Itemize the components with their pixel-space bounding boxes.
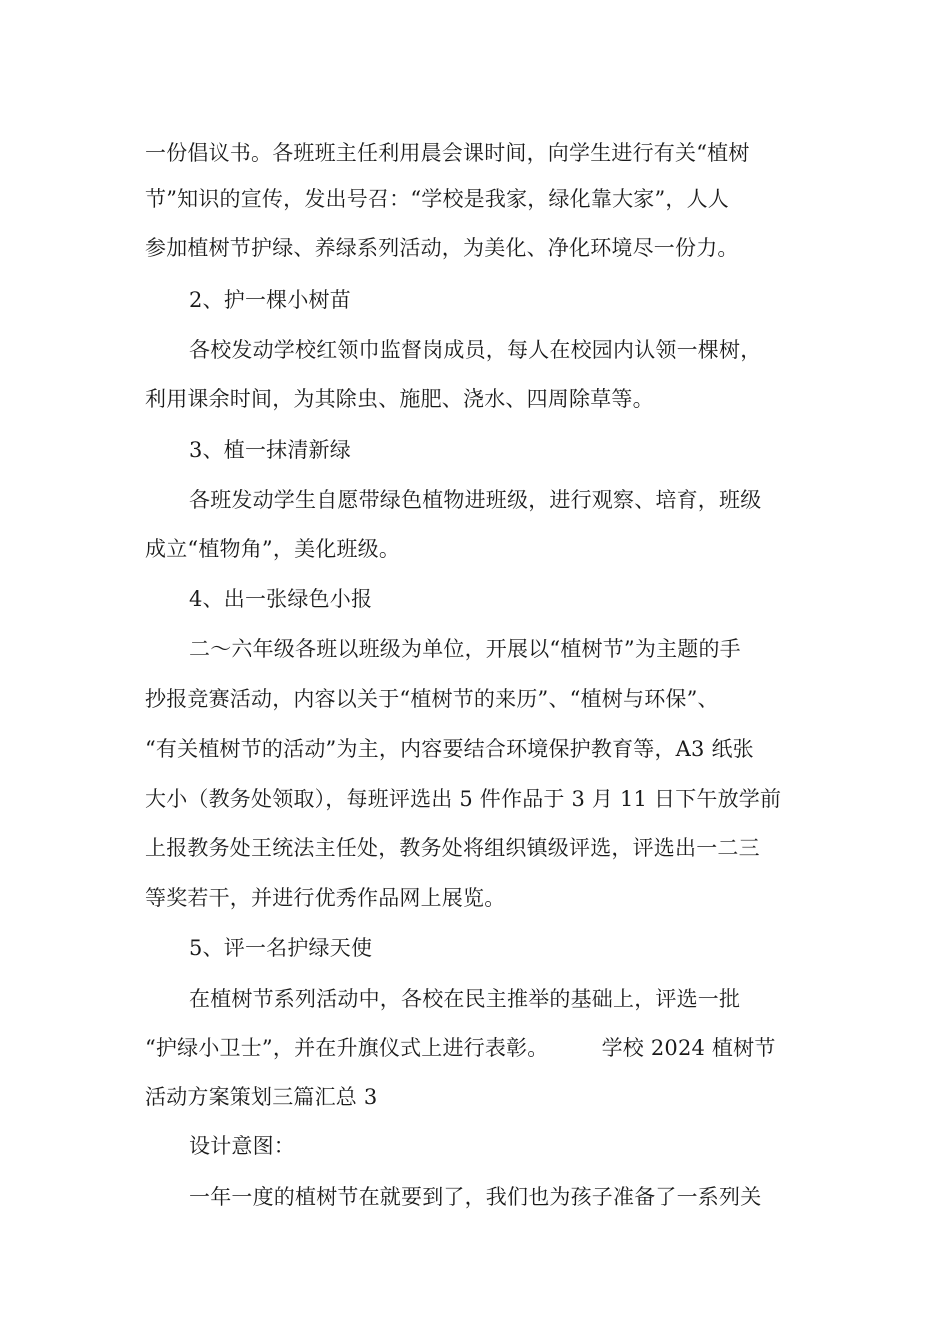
paragraph-line: “护绿小卫士”，并在升旗仪式上进行表彰。 学校 2024 植树节 [145,1036,776,1060]
paragraph-line: 成立“植物角”，美化班级。 [145,537,401,561]
paragraph-line: 设计意图： [189,1134,295,1158]
paragraph-line: 在植树节系列活动中，各校在民主推举的基础上，评选一批 [189,987,741,1011]
paragraph-line: “有关植树节的活动”为主，内容要结合环境保护教育等，A3 纸张 [145,737,754,761]
paragraph-line: 二～六年级各班以班级为单位，开展以“植树节”为主题的手 [189,637,741,661]
section-heading: 5、评一名护绿天使 [189,936,373,960]
section-heading: 4、出一张绿色小报 [189,587,373,611]
paragraph-line: 活动方案策划三篇汇总 3 [145,1085,378,1109]
paragraph-line: 上报教务处王统法主任处，教务处将组织镇级评选，评选出一二三 [145,836,760,860]
paragraph-line: 一年一度的植树节在就要到了，我们也为孩子准备了一系列关 [189,1185,762,1209]
paragraph-line: 参加植树节护绿、养绿系列活动，为美化、净化环境尽一份力。 [145,236,739,260]
paragraph-line: 各校发动学校红领巾监督岗成员，每人在校园内认领一棵树， [189,338,762,362]
paragraph-line: 一份倡议书。各班班主任利用晨会课时间，向学生进行有关“植树 [145,141,750,165]
section-heading: 3、植一抹清新绿 [189,438,351,462]
paragraph-line: 各班发动学生自愿带绿色植物进班级，进行观察、培育，班级 [189,488,762,512]
paragraph-line: 等奖若干，并进行优秀作品网上展览。 [145,886,506,910]
paragraph-line: 抄报竞赛活动，内容以关于“植树节的来历”、“植树与环保”、 [145,687,719,711]
paragraph-line: 节”知识的宣传，发出号召：“学校是我家，绿化靠大家”，人人 [145,187,730,211]
section-heading: 2、护一棵小树苗 [189,288,351,312]
paragraph-line: 利用课余时间，为其除虫、施肥、浇水、四周除草等。 [145,387,654,411]
paragraph-line: 大小（教务处领取），每班评选出 5 件作品于 3 月 11 日下午放学前 [145,787,782,811]
